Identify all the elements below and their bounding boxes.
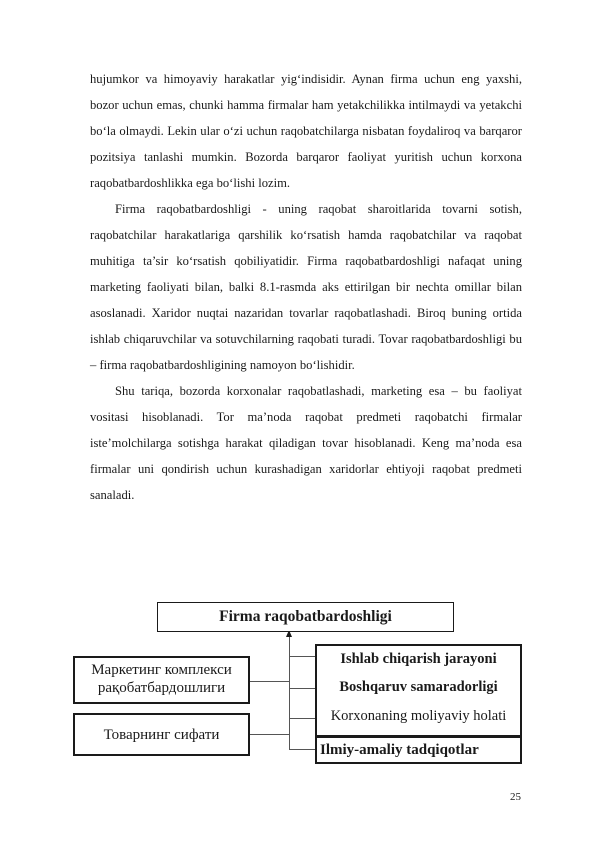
body-text [90,66,522,508]
diagram-title-box: Firma raqobatbardoshligi [157,602,454,632]
vertical-connector [289,636,290,749]
paragraph-2: Firma raqobatbardoshligi - uning raqobat sharoitlarida tovarni sotish, raqobatchilar harakatlariga qarshilik ko‘rsatish hamda raqobatchilar va raqobat muhitiga ta’sir ko‘rsatish qobiliyatidir. Firma raqobatbardoshligi nafaqat uning marketing faoliyati bilan, balki 8.1-rasmda aks ettirilgan bir nechta omillar bilan asoslanadi. Xaridor nuqtai nazaridan tovarlar raqobatlashadi. Biroq buning ortida ishlab chiqaruvchilar va sotuvchilarning raqobati turadi. Tovar raqobatbardoshligi bu – firma raqobatbardoshligining namoyon bo‘lishidir. [90,202,522,372]
marketing-complex-box: Маркетинг комплекси рақобатбардошлиги [73,656,250,704]
connector-right-2 [289,688,315,689]
connector-left-1 [250,681,289,682]
paragraph-1: hujumkor va himoyaviy harakatlar yig‘indisidir. Aynan firma uchun eng yaxshi, bozor uchun emas, chunki hamma firmalar ham yetakchilikka intilmaydi va yetakchi bo‘la olmaydi. Lekin ular o‘zi uchun raqobatchilarga nisbatan foydaliroq va barqaror pozitsiya tanlashi mumkin. Bozorda barqaror faoliyat yuritish uchun korxona raqobatbardoshlikka ega bo‘lishi lozim. [90,72,522,190]
factor-management: Boshqaruv samaradorligi [339,679,498,695]
connector-right-1 [289,656,315,657]
factor-production: Ishlab chiqarish jarayoni [340,651,497,667]
connector-left-2 [250,734,289,735]
page-number: 25 [510,791,521,803]
factor-finance: Korxonaning moliyaviy holati [330,708,507,724]
product-quality-box: Товарнинг сифати [73,713,250,756]
factors-box [315,644,522,737]
paragraph-3: Shu tariqa, bozorda korxonalar raqobatlashadi, marketing esa – bu faoliyat vositasi hisoblanadi. Tor ma’noda raqobat predmeti raqobatchi firmalar iste’molchilarga sotishga harakat qiladigan tovar hisoblanadi. Keng ma’noda esa firmalar uni qondirish uchun kurashadigan xaridorlar ehtiyoji raqobat predmeti sanaladi. [90,384,522,502]
factor-research-box: Ilmiy-amaliy tadqiqotlar [315,736,522,764]
connector-right-4 [289,749,315,750]
connector-right-3 [289,718,315,719]
